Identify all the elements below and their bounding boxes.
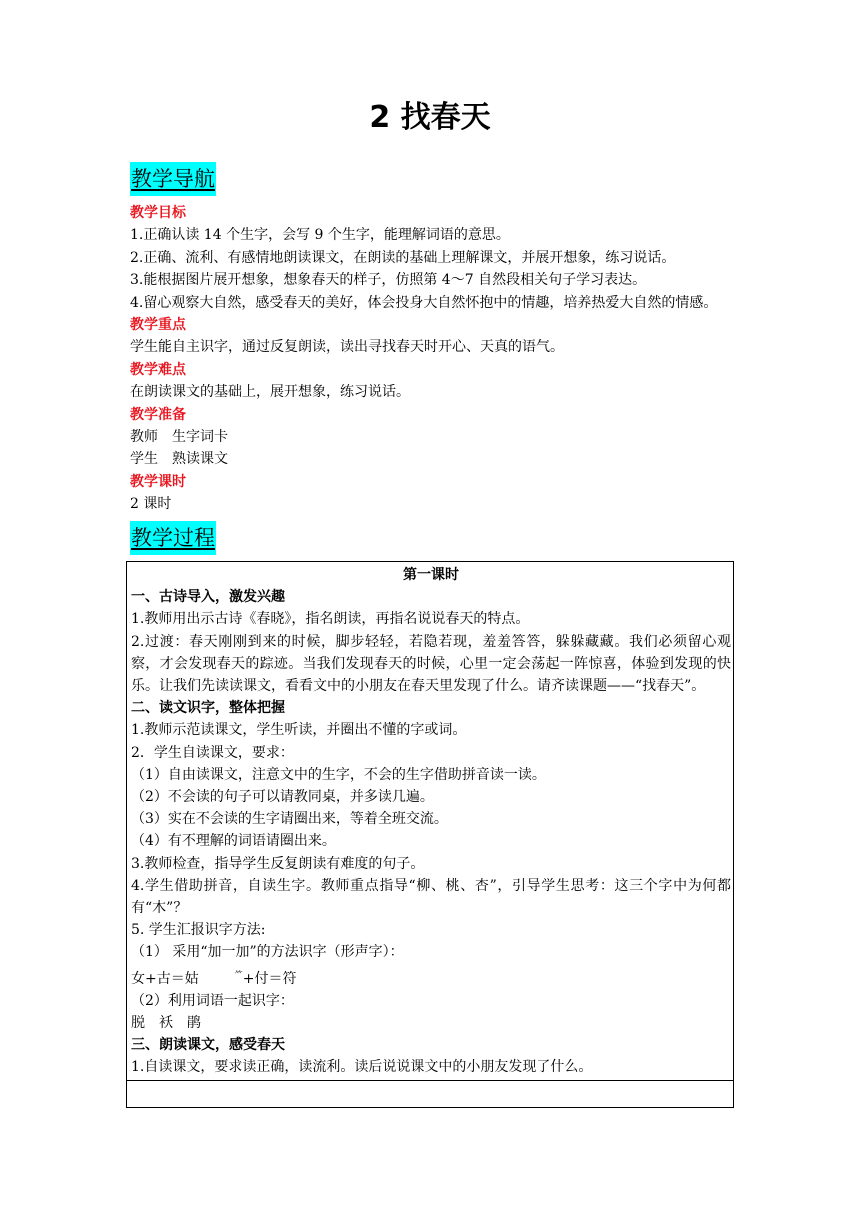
step-paragraph: （2）利用词语一起识字： — [131, 992, 294, 1009]
step-title: 三、朗读课文，感受春天 — [131, 1037, 285, 1054]
step-paragraph: 3.教师检查，指导学生反复朗读有难度的句子。 — [131, 855, 425, 872]
word-list: 脱 袄 鹃 — [131, 1015, 201, 1032]
prep-item: 教师 生字词卡 — [130, 429, 228, 446]
table-title: 第一课时 — [403, 567, 459, 583]
step-paragraph: 5. 学生汇报识字方法: — [131, 922, 266, 939]
goal-item: 2.正确、流利、有感情地朗读课文，在朗读的基础上理解课文，并展开想象，练习说话。 — [130, 249, 676, 266]
step-paragraph: （1） 采用“加一加”的方法识字（形声字）： — [131, 944, 404, 961]
formula-b: +付＝符 — [242, 970, 297, 987]
goal-item: 3.能根据图片展开想象，想象春天的样子，仿照第 4～7 自然段相关句子学习表达。 — [130, 272, 647, 289]
step-paragraph: 2.过渡：春天刚刚到来的时候，脚步轻轻，若隐若现，羞羞答答，躲躲藏藏。我们必须留心观察，才会发现春天的踪迹。当我们发现春天的时候，心里一定会荡起一阵惊喜，体验到发现的快乐。让我们先读读课文，看看文中的小朋友在春天里发现了什么。请齐读课题——“找春天”。 — [131, 633, 731, 695]
step-paragraph: （1）自由读课文，注意文中的生字，不会的生字借助拼音读一读。 — [131, 766, 546, 783]
step-paragraph: 2．学生自读课文，要求： — [131, 744, 294, 761]
page-title: 2 找春天 — [369, 100, 491, 135]
step-paragraph: 1.自读课文，要求读正确，读流利。读后说说课文中的小朋友发现了什么。 — [131, 1059, 593, 1076]
hours-text: 2 课时 — [130, 496, 172, 513]
guide-content — [130, 202, 750, 516]
prep-label: 教学准备 — [130, 406, 186, 423]
formula-a: 女+古＝姑 — [131, 970, 199, 987]
hours-label: 教学课时 — [130, 473, 186, 490]
lesson-table-content — [131, 564, 731, 1079]
lesson-table — [126, 561, 734, 1108]
difficulty-label: 教学难点 — [130, 361, 186, 378]
key-label: 教学重点 — [130, 317, 186, 334]
goal-item: 1.正确认读 14 个生字，会写 9 个生字，能理解词语的意思。 — [130, 227, 510, 244]
step-paragraph: 4.学生借助拼音，自读生字。教师重点指导“柳、桃、杏”，引导学生思考：这三个字中为何都有“木”？ — [131, 877, 731, 917]
prep-item: 学生 熟读课文 — [130, 451, 228, 468]
step-title: 二、读文识字，整体把握 — [131, 700, 285, 717]
section-heading-guide: 教学导航 — [130, 162, 216, 196]
table-divider — [127, 1080, 733, 1081]
goal-item: 4.留心观察大自然，感受春天的美好，体会投身大自然怀抱中的情趣，培养热爱大自然的情感。 — [130, 294, 718, 311]
formula-line — [131, 964, 731, 990]
radical-glyph: ⺮ — [234, 969, 243, 979]
section-heading-process: 教学过程 — [130, 521, 216, 555]
step-paragraph: （4）有不理解的词语请圈出来。 — [131, 833, 336, 850]
step-paragraph: 1.教师用出示古诗《春晓》，指名朗读，再指名说说春天的特点。 — [131, 611, 530, 628]
step-paragraph: 1.教师示范读课文，学生听读，并圈出不懂的字或词。 — [131, 722, 467, 739]
step-title: 一、古诗导入，激发兴趣 — [131, 589, 285, 606]
goals-label: 教学目标 — [130, 205, 186, 221]
difficulty-text: 在朗读课文的基础上，展开想象，练习说话。 — [130, 384, 410, 401]
step-paragraph: （3）实在不会读的生字请圈出来，等着全班交流。 — [131, 811, 448, 828]
step-paragraph: （2）不会读的句子可以请教同桌，并多读几遍。 — [131, 789, 434, 806]
key-text: 学生能自主识字，通过反复朗读，读出寻找春天时开心、天真的语气。 — [130, 339, 564, 356]
